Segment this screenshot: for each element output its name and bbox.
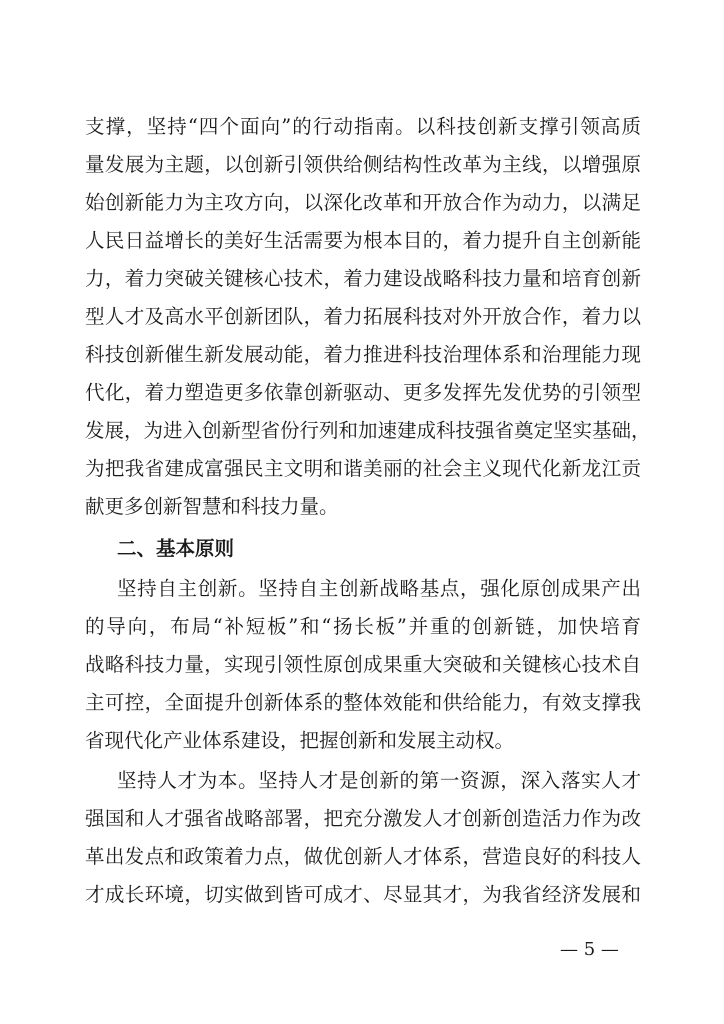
paragraph-1-line-1: 支撑，坚持“四个面向”的行动指南。以科技创新支撑引领高质 (85, 115, 641, 138)
paragraph-3-line-3: 革出发点和政策着力点，做优创新人才体系，营造良好的科技人 (85, 845, 641, 868)
paragraph-1-line-5: 力，着力突破关键核心技术，着力建设战略科技力量和培育创新 (85, 267, 641, 290)
paragraph-1-line-11: 献更多创新智慧和科技力量。 (85, 495, 339, 518)
paragraph-1-line-9: 发展，为进入创新型省份行列和加速建成科技强省奠定坚实基础， (85, 419, 651, 442)
paragraph-1-line-6: 型人才及高水平创新团队，着力拓展科技对外开放合作，着力以 (85, 305, 641, 328)
section-heading: 二、基本原则 (117, 537, 235, 560)
paragraph-1-line-7: 科技创新催生新发展动能，着力推进科技治理体系和治理能力现 (85, 343, 641, 366)
paragraph-2-line-2: 的导向，布局“补短板”和“扬长板”并重的创新链，加快培育 (85, 615, 641, 638)
paragraph-1-line-2: 量发展为主题，以创新引领供给侧结构性改革为主线，以增强原 (85, 153, 641, 176)
paragraph-1-line-3: 始创新能力为主攻方向，以深化改革和开放合作为动力，以满足 (85, 191, 641, 214)
paragraph-2-line-3: 战略科技力量，实现引领性原创成果重大突破和关键核心技术自 (85, 653, 641, 676)
paragraph-2-line-1: 坚持自主创新。坚持自主创新战略基点，强化原创成果产出 (117, 577, 641, 600)
paragraph-3-line-1: 坚持人才为本。坚持人才是创新的第一资源，深入落实人才 (117, 769, 641, 792)
paragraph-1-line-10: 为把我省建成富强民主文明和谐美丽的社会主义现代化新龙江贡 (85, 457, 641, 480)
paragraph-3-line-2: 强国和人才强省战略部署，把充分激发人才创新创造活力作为改 (85, 807, 641, 830)
page-number: — 5 — (560, 939, 619, 960)
paragraph-2-line-4: 主可控，全面提升创新体系的整体效能和供给能力，有效支撑我 (85, 691, 641, 714)
paragraph-2-line-5: 省现代化产业体系建设，把握创新和发展主动权。 (85, 729, 515, 752)
paragraph-1-line-4: 人民日益增长的美好生活需要为根本目的，着力提升自主创新能 (85, 229, 641, 252)
paragraph-3-line-4: 才成长环境，切实做到皆可成才、尽显其才，为我省经济发展和 (85, 883, 641, 906)
paragraph-1-line-8: 代化，着力塑造更多依靠创新驱动、更多发挥先发优势的引领型 (85, 381, 641, 404)
